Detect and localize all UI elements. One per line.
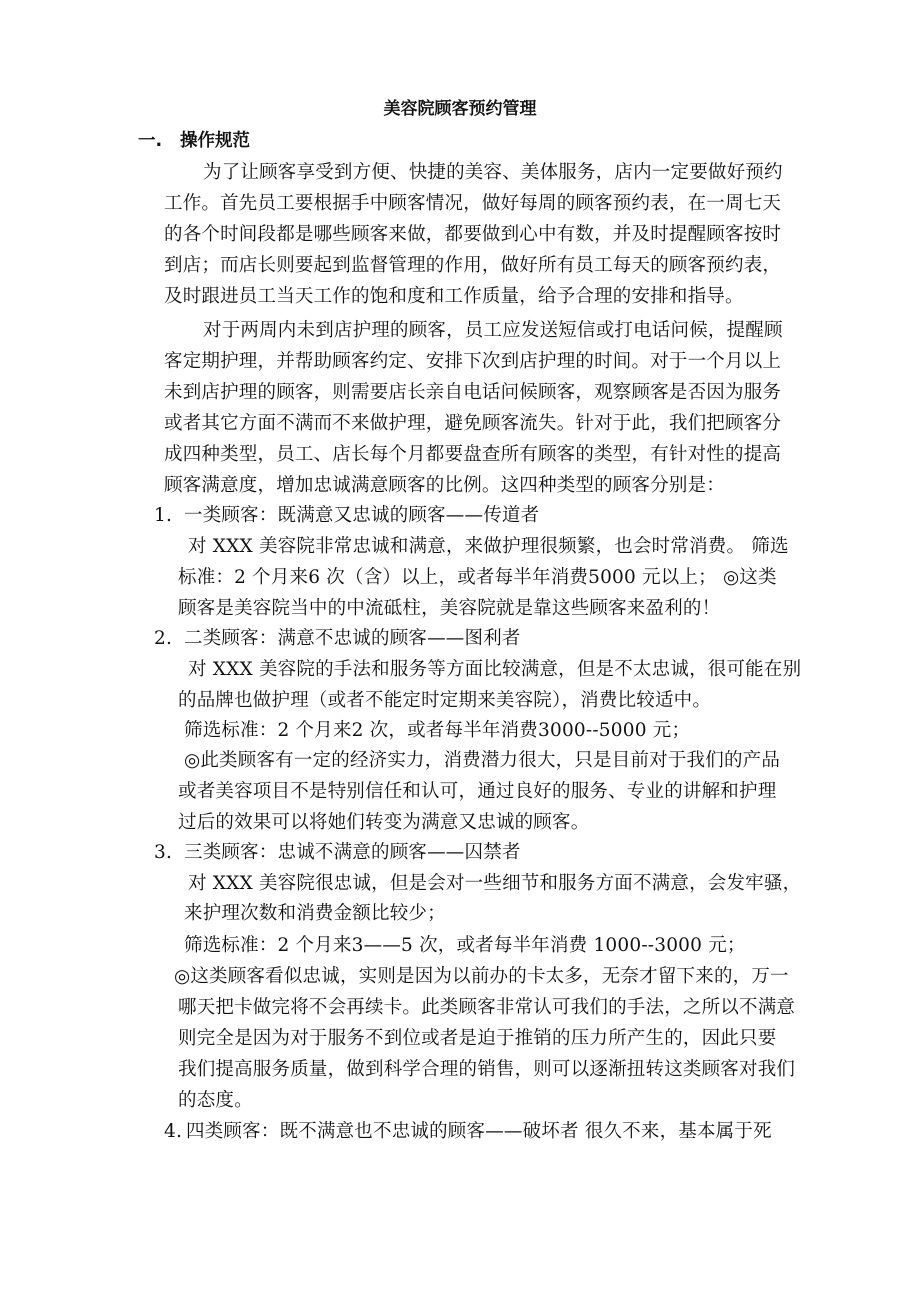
paragraph-line: 的各个时间段都是哪些顾客来做，都要做到心中有数，并及时提醒顾客按时: [164, 224, 782, 245]
paragraph-line: 工作。首先员工要根据手中顾客情况，做好每周的顾客预约表，在一周七天: [164, 193, 782, 214]
document-title: 美容院顾客预约管理: [383, 99, 537, 119]
list-body-line: ◎这类顾客看似忠诚，实则是因为以前办的卡太多，无奈才留下来的，万一: [174, 966, 789, 987]
paragraph-line: 到店；而店长则要起到监督管理的作用，做好所有员工每天的顾客预约表，: [164, 255, 782, 276]
list-item-type1: [154, 504, 540, 528]
list-body-line: 我们提高服务质量，做到科学合理的销售，则可以逐渐扭转这类顾客对我们: [178, 1059, 796, 1080]
list-body-line: 过后的效果可以将她们转变为满意又忠诚的顾客。: [178, 812, 590, 833]
list-body-line: 对 XXX 美容院很忠诚，但是会对一些细节和服务方面不满意，会发牢骚，: [188, 873, 802, 894]
list-body-line: 则完全是因为对于服务不到位或者是迫于推销的压力所产生的，因此只要: [178, 1028, 777, 1049]
paragraph-line: 为了让顾客享受到方便、快捷的美容、美体服务，店内一定要做好预约: [203, 162, 783, 183]
paragraph-line: 或者其它方面不满而不来做护理，避免顾客流失。针对于此，我们把顾客分: [164, 413, 782, 434]
list-number: 4.: [164, 1121, 183, 1142]
list-body-line: 的品牌也做护理（或者不能定时定期来美容院），消费比较适中。: [178, 690, 712, 711]
list-body-line: 对 XXX 美容院非常忠诚和满意，来做护理很频繁，也会时常消费。 筛选: [188, 536, 789, 557]
paragraph-line: 客定期护理，并帮助顾客约定、安排下次到店护理的时间。对于一个月以上: [164, 351, 782, 372]
list-body-line: 筛选标准：2 个月来2 次，或者每半年消费3000--5000 元；: [184, 720, 691, 741]
list-body-line: 顾客是美容院当中的中流砥柱，美容院就是靠这些顾客来盈利的！: [178, 598, 721, 619]
list-heading: 三类顾客：忠诚不满意的顾客——囚禁者: [184, 842, 521, 863]
paragraph-line: 未到店护理的顾客，则需要店长亲自电话问候顾客，观察顾客是否因为服务: [164, 382, 782, 403]
paragraph-line: 成四种类型，员工、店长每个月都要盘查所有顾客的类型，有针对性的提高: [164, 444, 782, 465]
list-heading: 四类顾客：既不满意也不忠诚的顾客——破坏者 很久不来，基本属于死: [186, 1121, 772, 1142]
list-body-line: 标准：2 个月来6 次（含）以上，或者每半年消费5000 元以上； ◎这类: [178, 567, 777, 588]
list-number: 1.: [154, 505, 173, 526]
list-number: 3.: [154, 842, 173, 863]
list-item-type4: [164, 1120, 772, 1144]
list-body-line: 对 XXX 美容院的手法和服务等方面比较满意，但是不太忠诚，很可能在别: [188, 659, 802, 680]
list-body-line: 来护理次数和消费金额比较少；: [184, 903, 446, 924]
list-body-line: ◎此类顾客有一定的经济实力，消费潜力很大，只是目前对于我们的产品: [184, 750, 781, 771]
paragraph-line: 顾客满意度，增加忠诚满意顾客的比例。这四种类型的顾客分别是：: [164, 475, 726, 496]
list-item-type3: [154, 841, 521, 865]
list-number: 2.: [154, 628, 173, 649]
section-number: 一.: [138, 131, 163, 151]
list-heading: 一类顾客：既满意又忠诚的顾客——传道者: [184, 505, 540, 526]
list-body-line: 的态度。: [178, 1090, 253, 1111]
list-item-type2: [154, 627, 521, 651]
list-body-line: 或者美容项目不是特别信任和认可，通过良好的服务、专业的讲解和护理: [178, 781, 777, 802]
section-heading: 操作规范: [180, 131, 250, 151]
paragraph-line: 及时跟进员工当天工作的饱和度和工作质量，给予合理的安排和指导。: [164, 286, 744, 307]
paragraph-line: 对于两周内未到店护理的顾客，员工应发送短信或打电话问候，提醒顾: [203, 320, 783, 341]
list-body-line: 筛选标准：2 个月来3——5 次，或者每半年消费 1000--3000 元；: [184, 935, 746, 956]
list-body-line: 哪天把卡做完将不会再续卡。此类顾客非常认可我们的手法，之所以不满意: [178, 997, 796, 1018]
list-heading: 二类顾客：满意不忠诚的顾客——图利者: [184, 628, 521, 649]
